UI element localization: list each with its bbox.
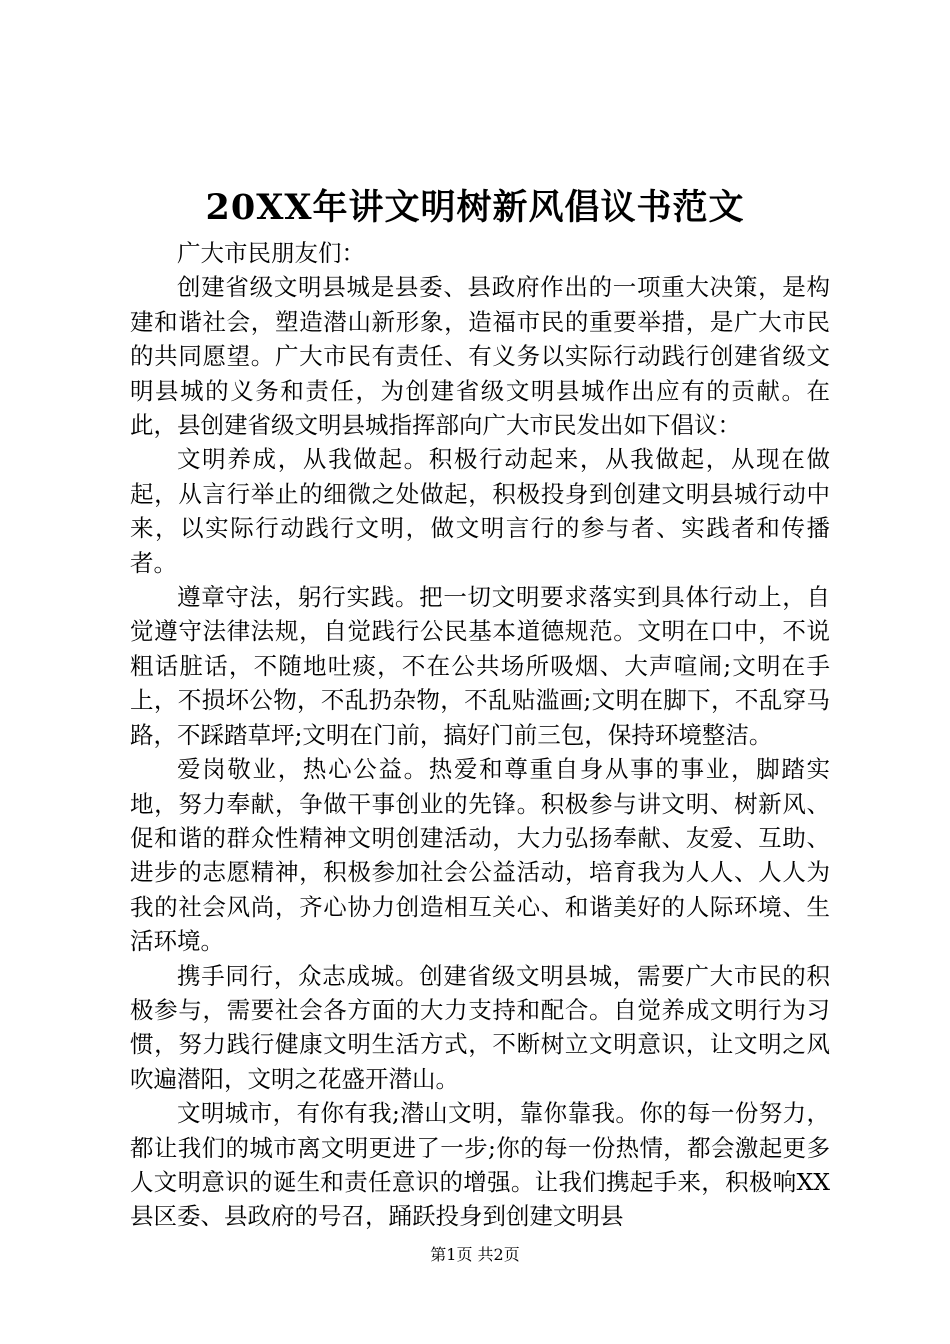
document-body <box>130 236 830 1234</box>
paragraph: 爱岗敬业，热心公益。热爱和尊重自身从事的事业，脚踏实地，努力奉献，争做干事创业的先锋。积极参与讲文明、树新风、促和谐的群众性精神文明创建活动，大力弘扬奉献、友爱、互助、进步的志愿精神，积极参加社会公益活动，培育我为人人、人人为我的社会风尚，齐心协力创造相互关心、和谐美好的人际环境、生活环境。 <box>130 755 830 956</box>
document-title: 20XX年讲文明树新风倡议书范文 <box>205 187 745 228</box>
paragraph: 创建省级文明县城是县委、县政府作出的一项重大决策，是构建和谐社会，塑造潜山新形象，造福市民的重要举措，是广大市民的共同愿望。广大市民有责任、有义务以实际行动践行创建省级文明县城的义务和责任，为创建省级文明县城作出应有的贡献。在此，县创建省级文明县城指挥部向广大市民发出如下倡议： <box>130 273 830 440</box>
salutation: 广大市民朋友们： <box>177 239 365 267</box>
paragraph: 携手同行，众志成城。创建省级文明县城，需要广大市民的积极参与，需要社会各方面的大力支持和配合。自觉养成文明行为习惯，努力践行健康文明生活方式，不断树立文明意识，让文明之风吹遍潜阳，文明之花盛开潜山。 <box>130 961 830 1093</box>
paragraph: 文明养成，从我做起。积极行动起来，从我做起，从现在做起，从言行举止的细微之处做起，积极投身到创建文明县城行动中来，以实际行动践行文明，做文明言行的参与者、实践者和传播者。 <box>130 445 830 577</box>
page-number-footer: 第1页 共2页 <box>430 1245 520 1264</box>
paragraph: 遵章守法，躬行实践。把一切文明要求落实到具体行动上，自觉遵守法律法规，自觉践行公民基本道德规范。文明在口中，不说粗话脏话，不随地吐痰，不在公共场所吸烟、大声喧闹;文明在手上，不损坏公物，不乱扔杂物，不乱贴滥画;文明在脚下，不乱穿马路，不踩踏草坪;文明在门前，搞好门前三包，保持环境整洁。 <box>130 583 830 749</box>
paragraph: 文明城市，有你有我;潜山文明，靠你靠我。你的每一份努力，都让我们的城市离文明更进了一步;你的每一份热情，都会激起更多人文明意识的诞生和责任意识的增强。让我们携起手来，积极响XX县区委、县政府的号召，踊跃投身到创建文明县 <box>130 1099 830 1231</box>
